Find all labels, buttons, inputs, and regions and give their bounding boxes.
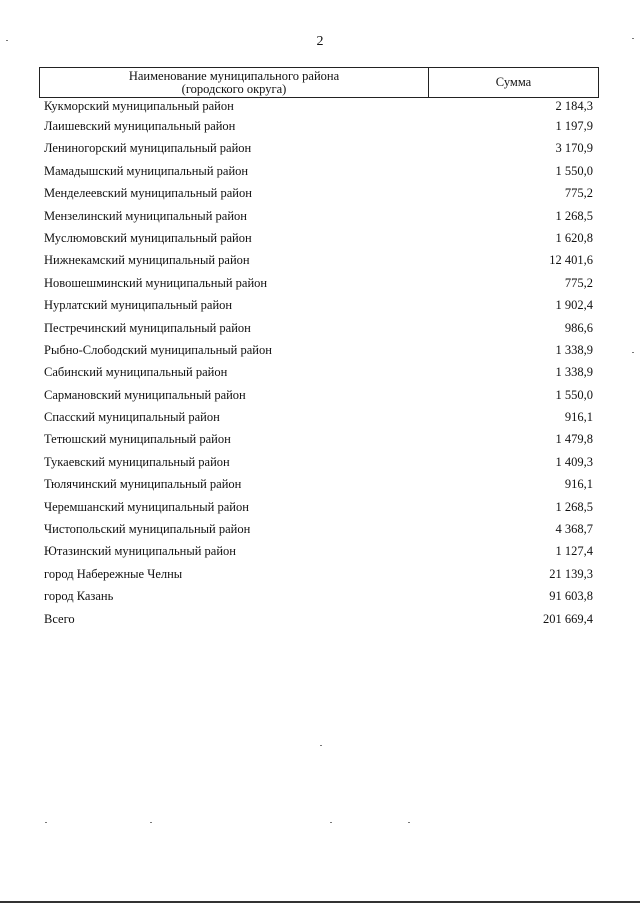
- table-row: [39, 208, 599, 230]
- scan-speck: [45, 822, 47, 823]
- scan-speck: [632, 38, 634, 39]
- district-name: Рыбно-Слободский муниципальный район: [44, 342, 272, 357]
- district-name: город Набережные Челны: [44, 566, 183, 581]
- table-row: [39, 454, 599, 476]
- table-row: [39, 476, 599, 498]
- table-row: [39, 118, 599, 140]
- district-name: Мамадышский муниципальный район: [44, 163, 249, 178]
- table-row: [39, 521, 599, 543]
- table-row: [39, 342, 599, 364]
- table-row: [39, 140, 599, 162]
- header-name-column: [40, 68, 429, 97]
- header-sum-label: Сумма: [495, 75, 532, 89]
- district-name: Нижнекамский муниципальный район: [44, 253, 250, 268]
- district-sum: 91 603,8: [549, 589, 593, 604]
- district-name: Черемшанский муниципальный район: [44, 499, 249, 514]
- header-name-label: Наименование муниципального района: [128, 69, 340, 83]
- district-name: Тетюшский муниципальный район: [44, 432, 231, 447]
- district-sum: 21 139,3: [549, 566, 593, 581]
- district-sum: 1 902,4: [555, 298, 593, 313]
- district-name: Тукаевский муниципальный район: [44, 454, 230, 469]
- table-body: [39, 98, 599, 633]
- table-row: [39, 275, 599, 297]
- scan-speck: [330, 822, 332, 823]
- district-sum: 1 550,0: [555, 387, 593, 402]
- table-row: [39, 566, 599, 588]
- district-sum: 1 268,5: [555, 208, 593, 223]
- table-header: [39, 67, 599, 98]
- district-sum: 1 197,9: [555, 119, 593, 133]
- table-row: [39, 588, 599, 610]
- district-sum: 1 409,3: [555, 454, 593, 469]
- scan-edge-line: [0, 901, 640, 903]
- table-row: [39, 499, 599, 521]
- table-row: [39, 409, 599, 431]
- district-sum: 1 338,9: [555, 342, 593, 357]
- district-name: Мензелинский муниципальный район: [44, 208, 247, 223]
- scan-speck: [320, 745, 322, 746]
- district-name: Сармановский муниципальный район: [44, 387, 246, 402]
- district-sum: 775,2: [564, 186, 593, 201]
- district-name: Всего: [44, 611, 75, 626]
- district-name: Лениногорский муниципальный район: [44, 141, 252, 156]
- district-sum: 1 620,8: [555, 230, 593, 245]
- district-name: Новошешминский муниципальный район: [44, 275, 268, 290]
- allocation-table: [39, 67, 599, 633]
- table-row: [39, 252, 599, 274]
- district-sum: 1 338,9: [555, 365, 593, 380]
- table-row: [39, 185, 599, 207]
- district-name: Сабинский муниципальный район: [44, 365, 228, 380]
- district-sum: 1 479,8: [555, 432, 593, 447]
- district-name: Спасский муниципальный район: [44, 410, 220, 425]
- header-name-sublabel: (городского округа): [181, 82, 287, 96]
- district-name: Менделеевский муниципальный район: [44, 186, 252, 201]
- scan-speck: [6, 40, 8, 41]
- district-name: Нурлатский муниципальный район: [44, 298, 233, 313]
- table-row: [39, 364, 599, 386]
- district-sum: 201 669,4: [543, 611, 593, 626]
- district-sum: 986,6: [564, 320, 593, 335]
- scan-speck: [632, 352, 634, 353]
- table-row: [39, 320, 599, 342]
- table-row: [39, 297, 599, 319]
- district-sum: 775,2: [564, 275, 593, 290]
- table-row: [39, 230, 599, 252]
- district-name: Кукморский муниципальный район: [44, 99, 234, 113]
- district-sum: 3 170,9: [555, 141, 593, 156]
- table-row: [39, 163, 599, 185]
- district-name: Пестречинский муниципальный район: [44, 320, 251, 335]
- scan-speck: [408, 822, 410, 823]
- table-row: [39, 387, 599, 409]
- table-row: [39, 543, 599, 565]
- district-sum: 2 184,3: [555, 99, 593, 113]
- district-name: Ютазинский муниципальный район: [44, 544, 236, 559]
- district-name: Чистопольский муниципальный район: [44, 522, 251, 537]
- table-row: [39, 431, 599, 453]
- district-sum: 12 401,6: [549, 253, 593, 268]
- district-sum: 916,1: [564, 477, 593, 492]
- district-name: город Казань: [44, 589, 114, 604]
- district-sum: 916,1: [564, 410, 593, 425]
- scan-speck: [150, 822, 152, 823]
- district-sum: 4 368,7: [555, 522, 593, 537]
- district-sum: 1 550,0: [555, 163, 593, 178]
- table-row: [39, 98, 599, 118]
- district-sum: 1 127,4: [555, 544, 593, 559]
- district-name: Тюлячинский муниципальный район: [44, 477, 242, 492]
- district-name: Муслюмовский муниципальный район: [44, 230, 252, 245]
- district-name: Лаишевский муниципальный район: [44, 119, 236, 133]
- page-number: 2: [316, 34, 324, 49]
- table-row: [39, 611, 599, 633]
- district-sum: 1 268,5: [555, 499, 593, 514]
